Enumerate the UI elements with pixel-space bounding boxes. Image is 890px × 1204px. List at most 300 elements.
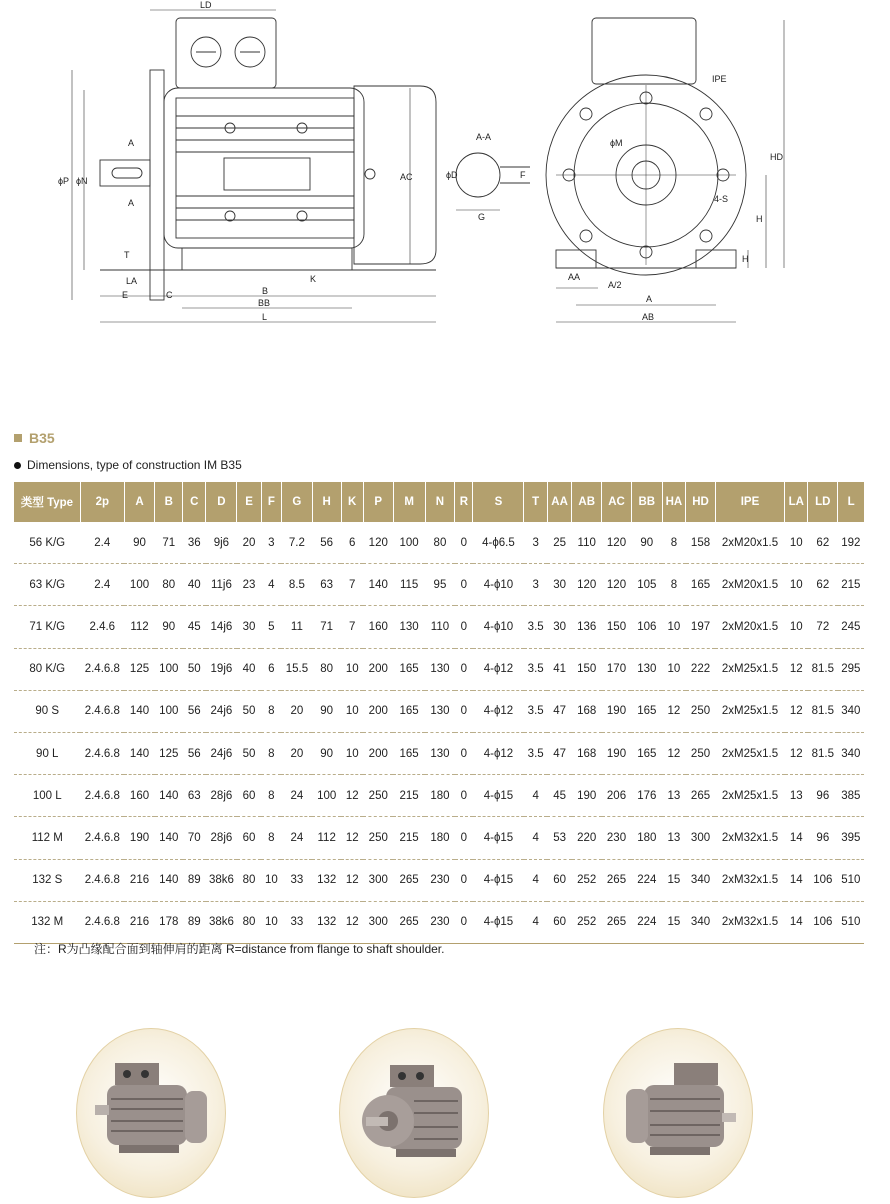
label-d: ϕD (446, 170, 458, 180)
table-cell: 30 (547, 606, 571, 648)
table-cell: 45 (183, 606, 206, 648)
table-cell: 30 (237, 606, 261, 648)
label-e: E (122, 290, 129, 300)
table-cell: 0 (455, 859, 473, 901)
table-cell: 2.4.6.8 (80, 732, 124, 774)
table-cell: 63 K/G (14, 564, 80, 606)
table-row (14, 901, 864, 943)
table-cell: 4 (524, 859, 547, 901)
table-cell: 10 (261, 859, 281, 901)
table-cell: 250 (363, 817, 393, 859)
table-cell: 90 (631, 522, 662, 564)
column-header: AB (572, 482, 602, 522)
table-cell: 0 (455, 648, 473, 690)
table-cell: 252 (572, 901, 602, 943)
table-cell: 230 (602, 817, 632, 859)
table-cell: 90 (155, 606, 183, 648)
label-n: ϕN (76, 176, 88, 186)
table-cell: 10 (785, 606, 808, 648)
table-cell: 180 (425, 817, 455, 859)
table-cell: 96 (808, 775, 838, 817)
table-row (14, 606, 864, 648)
table-cell: 200 (363, 732, 393, 774)
table-cell: 60 (547, 901, 571, 943)
table-cell: 13 (662, 817, 685, 859)
table-cell: 150 (602, 606, 632, 648)
table-cell: 105 (631, 564, 662, 606)
table-cell: 12 (785, 690, 808, 732)
table-cell: 110 (572, 522, 602, 564)
table-cell: 2.4.6.8 (80, 690, 124, 732)
table-cell: 15 (662, 901, 685, 943)
table-cell: 90 (312, 690, 341, 732)
table-cell: 14 (785, 859, 808, 901)
label-h: H (756, 214, 763, 224)
column-header: IPE (715, 482, 784, 522)
label-k: K (310, 274, 317, 284)
label-a-bottom: A (128, 198, 135, 208)
label-p: ϕP (58, 176, 70, 186)
table-cell: 10 (662, 648, 685, 690)
table-cell: 0 (455, 817, 473, 859)
table-cell: 3.5 (524, 690, 547, 732)
column-header: AC (602, 482, 632, 522)
table-cell: 38k6 (206, 901, 237, 943)
table-cell: 9j6 (206, 522, 237, 564)
table-cell: 12 (785, 648, 808, 690)
table-cell: 89 (183, 901, 206, 943)
table-cell: 8 (261, 817, 281, 859)
label-l: L (262, 312, 268, 322)
fan-cover (354, 86, 436, 264)
table-cell: 20 (237, 522, 261, 564)
table-cell: 56 K/G (14, 522, 80, 564)
table-cell: 2xM32x1.5 (715, 817, 784, 859)
table-cell: 215 (393, 775, 425, 817)
table-cell: 2xM32x1.5 (715, 859, 784, 901)
table-cell: 165 (393, 732, 425, 774)
table-cell: 40 (183, 564, 206, 606)
table-row (14, 817, 864, 859)
table-cell: 2.4.6.8 (80, 901, 124, 943)
table-cell: 90 (312, 732, 341, 774)
motor-body-photo (107, 1085, 187, 1145)
table-cell: 10 (785, 522, 808, 564)
table-cell: 12 (341, 859, 363, 901)
table-cell: 2xM20x1.5 (715, 606, 784, 648)
table-cell: 33 (281, 859, 312, 901)
table-cell: 30 (547, 564, 571, 606)
subtitle-text: Dimensions, type of construction IM B35 (27, 458, 242, 472)
motor-drawing-svg (0, 0, 890, 345)
technical-drawing (0, 0, 890, 345)
table-cell: 8 (261, 732, 281, 774)
table-cell: 89 (183, 859, 206, 901)
table-cell: 3.5 (524, 648, 547, 690)
table-cell: 165 (393, 690, 425, 732)
table-cell: 80 (155, 564, 183, 606)
table-cell: 130 (425, 690, 455, 732)
table-cell: 178 (155, 901, 183, 943)
label-c: C (166, 290, 173, 300)
label-bb: BB (258, 298, 271, 308)
table-cell: 8 (662, 564, 685, 606)
table-cell: 216 (124, 901, 155, 943)
table-cell: 10 (261, 901, 281, 943)
table-cell: 265 (393, 859, 425, 901)
table-cell: 190 (602, 690, 632, 732)
label-la: LA (126, 276, 138, 286)
table-cell: 340 (686, 901, 716, 943)
table-cell: 70 (183, 817, 206, 859)
table-cell: 130 (425, 648, 455, 690)
table-cell: 165 (631, 732, 662, 774)
table-cell: 80 (312, 648, 341, 690)
table-cell: 385 (838, 775, 864, 817)
table-cell: 125 (124, 648, 155, 690)
table-cell: 100 (155, 648, 183, 690)
table-row (14, 564, 864, 606)
motor-photo-3 (603, 1028, 753, 1198)
table-cell: 12 (341, 817, 363, 859)
table-cell: 28j6 (206, 817, 237, 859)
table-cell: 300 (686, 817, 716, 859)
table-cell: 132 M (14, 901, 80, 943)
table-cell: 2.4 (80, 522, 124, 564)
section-title (14, 430, 55, 446)
table-cell: 224 (631, 901, 662, 943)
table-cell: 2.4.6.8 (80, 648, 124, 690)
table-cell: 7.2 (281, 522, 312, 564)
column-header: HA (662, 482, 685, 522)
column-header: M (393, 482, 425, 522)
table-cell: 130 (393, 606, 425, 648)
table-cell: 158 (686, 522, 716, 564)
table-cell: 11j6 (206, 564, 237, 606)
table-cell: 10 (341, 648, 363, 690)
table-cell: 140 (124, 690, 155, 732)
table-cell: 224 (631, 859, 662, 901)
table-cell: 40 (237, 648, 261, 690)
table-cell: 7 (341, 564, 363, 606)
table-cell: 4-ϕ10 (473, 606, 524, 648)
table-cell: 90 S (14, 690, 80, 732)
table-cell: 110 (425, 606, 455, 648)
table-cell: 180 (631, 817, 662, 859)
table-cell: 2.4.6.8 (80, 859, 124, 901)
table-cell: 300 (363, 859, 393, 901)
table-cell: 60 (237, 775, 261, 817)
table-body (14, 522, 864, 943)
table-cell: 250 (363, 775, 393, 817)
label-b: B (262, 286, 269, 296)
column-header: C (183, 482, 206, 522)
table-row (14, 522, 864, 564)
table-cell: 53 (547, 817, 571, 859)
table-cell: 90 L (14, 732, 80, 774)
table-cell: 106 (631, 606, 662, 648)
table-cell: 25 (547, 522, 571, 564)
table-cell: 230 (425, 901, 455, 943)
table-cell: 23 (237, 564, 261, 606)
column-header: R (455, 482, 473, 522)
table-cell: 8.5 (281, 564, 312, 606)
column-header: LD (808, 482, 838, 522)
table-cell: 6 (341, 522, 363, 564)
motor-body (164, 88, 364, 248)
table-cell: 2.4.6 (80, 606, 124, 648)
label-ha: H (742, 254, 749, 264)
table-cell: 340 (838, 732, 864, 774)
table-row (14, 859, 864, 901)
table-cell: 15.5 (281, 648, 312, 690)
table-cell: 190 (572, 775, 602, 817)
table-cell: 33 (281, 901, 312, 943)
table-cell: 95 (425, 564, 455, 606)
column-header: N (425, 482, 455, 522)
shaft (100, 160, 150, 186)
table-cell: 2xM25x1.5 (715, 775, 784, 817)
table-cell: 230 (425, 859, 455, 901)
column-header: T (524, 482, 547, 522)
column-header: E (237, 482, 261, 522)
table-cell: 106 (808, 859, 838, 901)
table-cell: 180 (425, 775, 455, 817)
table-cell: 2xM32x1.5 (715, 901, 784, 943)
table-cell: 41 (547, 648, 571, 690)
table-cell: 510 (838, 901, 864, 943)
table-cell: 265 (602, 901, 632, 943)
table-cell: 10 (341, 732, 363, 774)
table-cell: 140 (363, 564, 393, 606)
table-cell: 4-ϕ12 (473, 648, 524, 690)
table-cell: 63 (312, 564, 341, 606)
table-cell: 112 M (14, 817, 80, 859)
table-cell: 2xM25x1.5 (715, 648, 784, 690)
motor-photo-1 (76, 1028, 226, 1198)
table-cell: 3 (524, 522, 547, 564)
column-header: D (206, 482, 237, 522)
table-row (14, 648, 864, 690)
table-cell: 140 (155, 775, 183, 817)
table-cell: 510 (838, 859, 864, 901)
table-cell: 4 (524, 817, 547, 859)
table-cell: 245 (838, 606, 864, 648)
table-cell: 80 (237, 901, 261, 943)
table-cell: 13 (662, 775, 685, 817)
table-cell: 165 (393, 648, 425, 690)
table-cell: 3.5 (524, 606, 547, 648)
table-cell: 7 (341, 606, 363, 648)
table-cell: 250 (686, 690, 716, 732)
table-cell: 81.5 (808, 690, 838, 732)
table-cell: 14j6 (206, 606, 237, 648)
table-cell: 47 (547, 690, 571, 732)
table-cell: 140 (155, 859, 183, 901)
label-aa: AA (568, 272, 581, 282)
table-cell: 340 (838, 690, 864, 732)
table-cell: 71 K/G (14, 606, 80, 648)
table-cell: 190 (602, 732, 632, 774)
table-cell: 80 (425, 522, 455, 564)
table-cell: 12 (785, 732, 808, 774)
table-cell: 4-ϕ12 (473, 690, 524, 732)
table-cell: 120 (602, 522, 632, 564)
table-cell: 50 (237, 732, 261, 774)
label-ab: AB (642, 312, 655, 322)
table-cell: 24j6 (206, 732, 237, 774)
column-header: 2p (80, 482, 124, 522)
table-cell: 0 (455, 606, 473, 648)
label-section-aa: A-A (476, 132, 492, 142)
column-header: G (281, 482, 312, 522)
table-cell: 12 (341, 775, 363, 817)
table-cell: 24 (281, 775, 312, 817)
label-f: F (520, 170, 526, 180)
table-cell: 4 (261, 564, 281, 606)
table-cell: 36 (183, 522, 206, 564)
label-hd: HD (770, 152, 783, 162)
table-cell: 45 (547, 775, 571, 817)
label-t: T (124, 250, 130, 260)
table-cell: 81.5 (808, 648, 838, 690)
bullet-dot-icon (14, 462, 21, 469)
label-a-top: A (128, 138, 135, 148)
table-cell: 2xM20x1.5 (715, 522, 784, 564)
subtitle (14, 458, 242, 472)
table-cell: 170 (602, 648, 632, 690)
table-cell: 140 (155, 817, 183, 859)
table-cell: 252 (572, 859, 602, 901)
column-header: HD (686, 482, 716, 522)
table-cell: 2xM25x1.5 (715, 732, 784, 774)
table-cell: 19j6 (206, 648, 237, 690)
table-cell: 14 (785, 817, 808, 859)
table-cell: 4-ϕ15 (473, 775, 524, 817)
table-cell: 395 (838, 817, 864, 859)
section-title-text: B35 (29, 430, 55, 446)
table-cell: 200 (363, 648, 393, 690)
table-cell: 81.5 (808, 732, 838, 774)
motor-photo-2 (339, 1028, 489, 1198)
table-cell: 80 K/G (14, 648, 80, 690)
table-cell: 71 (312, 606, 341, 648)
column-header: S (473, 482, 524, 522)
table-cell: 11 (281, 606, 312, 648)
table-cell: 71 (155, 522, 183, 564)
table-cell: 50 (183, 648, 206, 690)
table-cell: 2xM20x1.5 (715, 564, 784, 606)
table-cell: 3.5 (524, 732, 547, 774)
table-cell: 0 (455, 690, 473, 732)
table-cell: 8 (261, 775, 281, 817)
table-cell: 120 (363, 522, 393, 564)
terminal-box-front (592, 18, 696, 84)
table-cell: 60 (237, 817, 261, 859)
label-g: G (478, 212, 486, 222)
table-cell: 0 (455, 732, 473, 774)
table-cell: 176 (631, 775, 662, 817)
table-cell: 300 (363, 901, 393, 943)
table-cell: 4 (524, 775, 547, 817)
table-cell: 115 (393, 564, 425, 606)
table-cell: 120 (572, 564, 602, 606)
column-header: L (838, 482, 864, 522)
label-a-front: A (646, 294, 653, 304)
table-cell: 100 (312, 775, 341, 817)
table-cell: 96 (808, 817, 838, 859)
table-cell: 8 (662, 522, 685, 564)
label-ipe: IPE (712, 74, 727, 84)
table-cell: 12 (662, 732, 685, 774)
table-cell: 2.4 (80, 564, 124, 606)
table-cell: 10 (662, 606, 685, 648)
table-cell: 215 (393, 817, 425, 859)
table-cell: 106 (808, 901, 838, 943)
table-row (14, 690, 864, 732)
table-cell: 100 (124, 564, 155, 606)
table-row (14, 732, 864, 774)
table-cell: 265 (393, 901, 425, 943)
table-cell: 24 (281, 817, 312, 859)
table-cell: 265 (686, 775, 716, 817)
table-cell: 200 (363, 690, 393, 732)
table-cell: 4-ϕ15 (473, 901, 524, 943)
label-ld: LD (200, 0, 212, 10)
table-cell: 12 (341, 901, 363, 943)
table-cell: 20 (281, 690, 312, 732)
table-cell: 3 (261, 522, 281, 564)
table-cell: 192 (838, 522, 864, 564)
label-ac: AC (400, 172, 413, 182)
column-header: P (363, 482, 393, 522)
column-header: A (124, 482, 155, 522)
table-cell: 38k6 (206, 859, 237, 901)
table-cell: 150 (572, 648, 602, 690)
table-cell: 4-ϕ15 (473, 817, 524, 859)
label-m: ϕM (610, 138, 623, 148)
table-cell: 24j6 (206, 690, 237, 732)
table-cell: 112 (312, 817, 341, 859)
table-cell: 100 L (14, 775, 80, 817)
table-cell: 0 (455, 901, 473, 943)
table-cell: 165 (686, 564, 716, 606)
column-header: LA (785, 482, 808, 522)
table-cell: 3 (524, 564, 547, 606)
table-cell: 130 (425, 732, 455, 774)
table-cell: 120 (602, 564, 632, 606)
table-cell: 216 (124, 859, 155, 901)
table-cell: 215 (838, 564, 864, 606)
column-header: BB (631, 482, 662, 522)
column-header: AA (547, 482, 571, 522)
table-cell: 130 (631, 648, 662, 690)
table-cell: 165 (631, 690, 662, 732)
table-cell: 2.4.6.8 (80, 775, 124, 817)
table-cell: 13 (785, 775, 808, 817)
motor-terminal-box (115, 1063, 159, 1085)
column-header: H (312, 482, 341, 522)
table-cell: 2.4.6.8 (80, 817, 124, 859)
table-cell: 4-ϕ15 (473, 859, 524, 901)
table-cell: 90 (124, 522, 155, 564)
table-cell: 125 (155, 732, 183, 774)
table-cell: 4-ϕ10 (473, 564, 524, 606)
label-a2: A/2 (608, 280, 622, 290)
table-cell: 190 (124, 817, 155, 859)
table-cell: 28j6 (206, 775, 237, 817)
table-cell: 60 (547, 859, 571, 901)
